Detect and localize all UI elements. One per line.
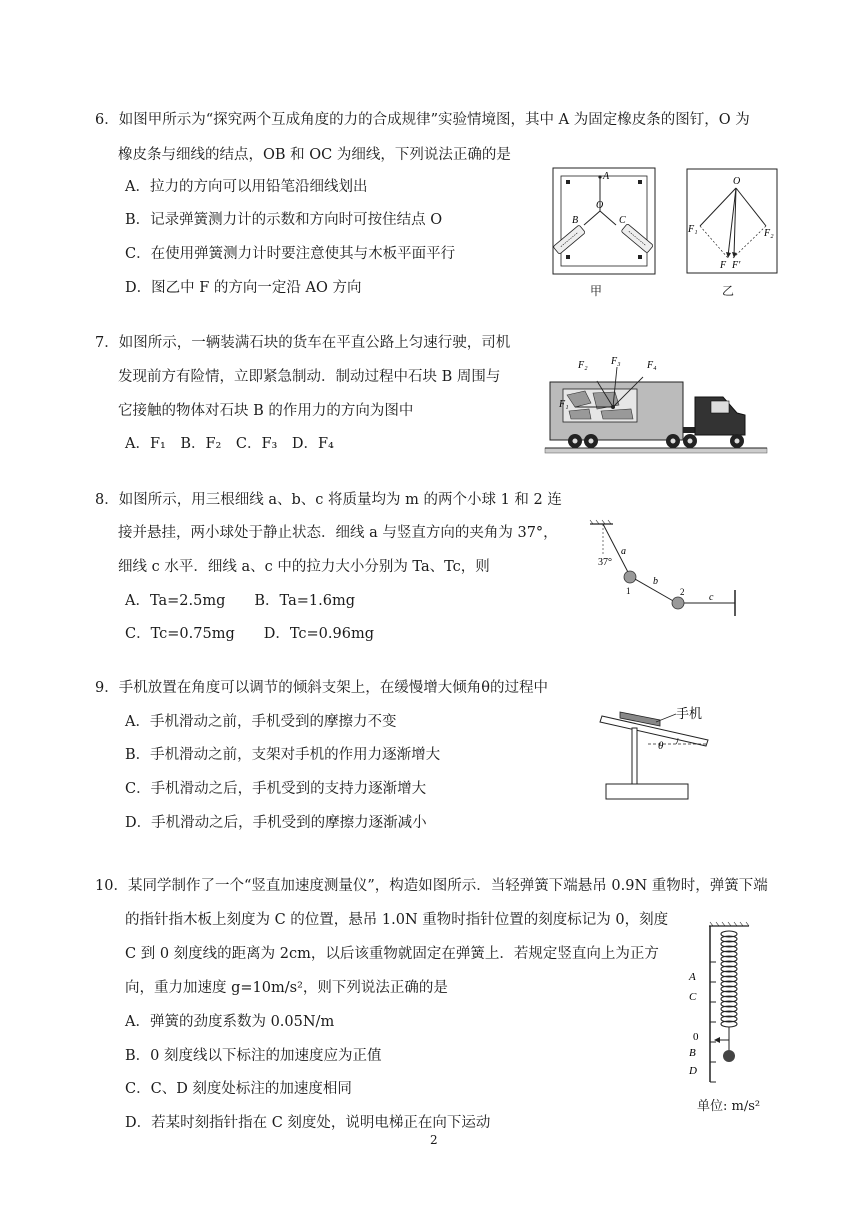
q6-yi-label-f2: F₂ xyxy=(764,228,774,239)
q6-stem-line1: 6．如图甲所示为“探究两个互成角度的力的合成规律”实验情境图，其中 A 为固定橡皮条的图钉，O 为 xyxy=(95,112,750,128)
q6-yi-label-f: F xyxy=(720,260,727,271)
q9-option-a: A．手机滑动之前，手机受到的摩擦力不变 xyxy=(125,714,397,730)
q6-jia-label-o: O xyxy=(596,200,604,211)
q8-label-a: a xyxy=(621,546,626,557)
q8-stem-line3: 细线 c 水平．细线 a、c 中的拉力大小分别为 Ta、Tc，则 xyxy=(118,559,490,575)
q6-option-d: D．图乙中 F 的方向一定沿 AO 方向 xyxy=(125,280,362,296)
q8-stem-line1: 8．如图所示，用三根细线 a、b、c 将质量均为 m 的两个小球 1 和 2 连 xyxy=(95,492,562,508)
q9-option-b: B．手机滑动之前，支架对手机的作用力逐渐增大 xyxy=(125,747,441,763)
q7-truck-figure xyxy=(545,355,770,455)
q10-unit-label: 单位: m/s² xyxy=(697,1099,761,1114)
q8-label-c: c xyxy=(709,592,714,603)
page-number: 2 xyxy=(430,1133,438,1147)
q10-stem-line1: 10．某同学制作了一个“竖直加速度测量仪”，构造如图所示．当轻弹簧下端悬吊 0.9N 重物时，弹簧下端 xyxy=(95,878,768,894)
q8-label-angle: 37° xyxy=(598,557,612,568)
q9-option-c: C．手机滑动之后，手机受到的支持力逐渐增大 xyxy=(125,781,427,797)
q7-label-f3: F₃ xyxy=(611,356,621,367)
q6-jia-label-a: A xyxy=(603,171,610,182)
q7-stem-line1: 7．如图所示，一辆装满石块的货车在平直公路上匀速行驶，司机 xyxy=(95,335,511,351)
q6-stem-line2: 橡皮条与细线的结点，OB 和 OC 为细线，下列说法正确的是 xyxy=(118,147,511,163)
q6-yi-caption: 乙 xyxy=(722,284,735,298)
q6-figure-yi xyxy=(686,168,778,276)
q8-options-cd: C．Tc=0.75mg D．Tc=0.96mg xyxy=(125,626,374,642)
q9-label-phone: 手机 xyxy=(676,707,703,722)
q10-option-c: C．C、D 刻度处标注的加速度相同 xyxy=(125,1081,352,1097)
q10-option-d: D．若某时刻指针指在 C 刻度处，说明电梯正在向下运动 xyxy=(125,1115,491,1131)
q10-meter-figure xyxy=(683,920,778,1095)
q6-jia-label-c: C xyxy=(619,215,626,226)
q10-stem-line2: 的指针指木板上刻度为 C 的位置，悬吊 1.0N 重物时指针位置的刻度标记为 0，刻度 xyxy=(125,912,669,928)
q8-balls-figure xyxy=(585,518,745,628)
q7-options: A．F₁ B．F₂ C．F₃ D．F₄ xyxy=(125,436,334,452)
q10-label-a: A xyxy=(689,971,696,983)
q7-label-f2: F₂ xyxy=(578,360,588,371)
q8-label-b: b xyxy=(653,576,658,587)
q8-label-ball1: 1 xyxy=(626,586,631,596)
q10-option-b: B．0 刻度线以下标注的加速度应为正值 xyxy=(125,1048,382,1064)
q10-label-zero: 0 xyxy=(693,1031,699,1043)
q10-label-d: D xyxy=(689,1065,697,1077)
q9-stand-figure xyxy=(598,700,718,805)
q9-option-d: D．手机滑动之后，手机受到的摩擦力逐渐减小 xyxy=(125,815,427,831)
q9-label-theta: θ xyxy=(658,740,664,752)
q7-stem-line2: 发现前方有险情，立即紧急制动．制动过程中石块 B 周围与 xyxy=(118,369,501,385)
q8-options-ab: A．Ta=2.5mg B．Ta=1.6mg xyxy=(125,593,355,609)
q10-stem-line3: C 到 0 刻度线的距离为 2cm，以后该重物就固定在弹簧上．若规定竖直向上为正方 xyxy=(125,946,659,962)
q6-yi-label-o: O xyxy=(733,176,741,187)
q6-option-a: A．拉力的方向可以用铅笔沿细线划出 xyxy=(125,179,368,195)
q6-yi-label-fprime: F′ xyxy=(732,260,741,271)
q6-yi-label-f1: F₁ xyxy=(688,224,698,235)
q10-stem-line4: 向，重力加速度 g=10m/s²，则下列说法正确的是 xyxy=(125,980,448,996)
q6-figure-jia xyxy=(550,165,660,280)
q10-label-b: B xyxy=(689,1047,696,1059)
q10-option-a: A．弹簧的劲度系数为 0.05N/m xyxy=(125,1014,335,1030)
q9-stem: 9．手机放置在角度可以调节的倾斜支架上，在缓慢增大倾角θ的过程中 xyxy=(95,680,548,696)
q7-label-f4: F₄ xyxy=(647,360,657,371)
q7-label-f1: F₁ xyxy=(559,399,569,410)
q8-stem-line2: 接并悬挂，两小球处于静止状态．细线 a 与竖直方向的夹角为 37°， xyxy=(118,525,558,541)
q6-jia-caption: 甲 xyxy=(590,284,603,298)
q6-option-b: B．记录弹簧测力计的示数和方向时可按住结点 O xyxy=(125,212,443,228)
q7-stem-line3: 它接触的物体对石块 B 的作用力的方向为图中 xyxy=(118,403,414,419)
q8-label-ball2: 2 xyxy=(680,587,685,597)
q10-label-c: C xyxy=(689,991,697,1003)
q6-jia-label-b: B xyxy=(572,215,579,226)
q6-option-c: C．在使用弹簧测力计时要注意使其与木板平面平行 xyxy=(125,246,456,262)
